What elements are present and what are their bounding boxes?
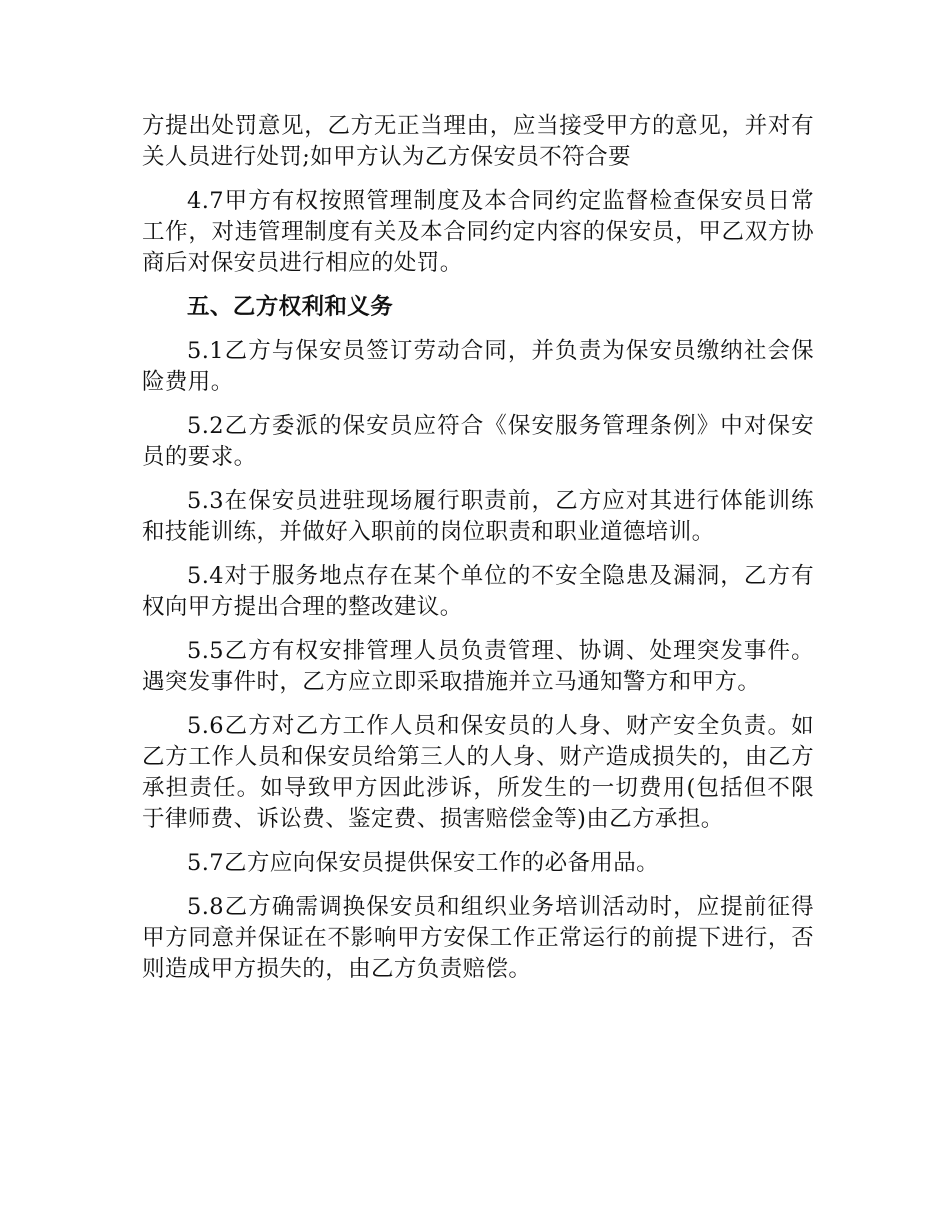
paragraph-5-6: 5.6乙方对乙方工作人员和保安员的人身、财产安全负责。如乙方工作人员和保安员给第三人的人身、财产造成损失的，由乙方承担责任。如导致甲方因此涉诉，所发生的一切费用(包括但不限于律师费、诉讼费、鉴定费、损害赔偿金等)由乙方承担。	[142, 713, 814, 832]
paragraph-4-7: 4.7甲方有权按照管理制度及本合同约定监督检查保安员日常工作，对违管理制度有关及本合同约定内容的保安员，甲乙双方协商后对保安员进行相应的处罚。	[142, 188, 814, 276]
paragraph-5-8: 5.8乙方确需调换保安员和组织业务培训活动时，应提前征得甲方同意并保证在不影响甲方安保工作正常运行的前提下进行，否则造成甲方损失的，由乙方负责赔偿。	[142, 894, 814, 982]
document-body	[142, 111, 814, 998]
paragraph-5-4: 5.4对于服务地点存在某个单位的不安全隐患及漏洞，乙方有权向甲方提出合理的整改建议。	[142, 563, 814, 620]
paragraph-5-1: 5.1乙方与保安员签订劳动合同，并负责为保安员缴纳社会保险费用。	[142, 338, 814, 395]
paragraph-5-5: 5.5乙方有权安排管理人员负责管理、协调、处理突发事件。遇突发事件时，乙方应立即采取措施并立马通知警方和甲方。	[142, 638, 814, 695]
paragraph-continued: 方提出处罚意见，乙方无正当理由，应当接受甲方的意见，并对有关人员进行处罚;如甲方认为乙方保安员不符合要	[142, 113, 814, 170]
paragraph-5-3: 5.3在保安员进驻现场履行职责前，乙方应对其进行体能训练和技能训练，并做好入职前的岗位职责和职业道德培训。	[142, 488, 814, 545]
paragraph-5-2: 5.2乙方委派的保安员应符合《保安服务管理条例》中对保安员的要求。	[142, 413, 814, 470]
paragraph-5-7: 5.7乙方应向保安员提供保安工作的必备用品。	[187, 850, 660, 876]
section-heading-5: 五、乙方权利和义务	[187, 294, 394, 320]
